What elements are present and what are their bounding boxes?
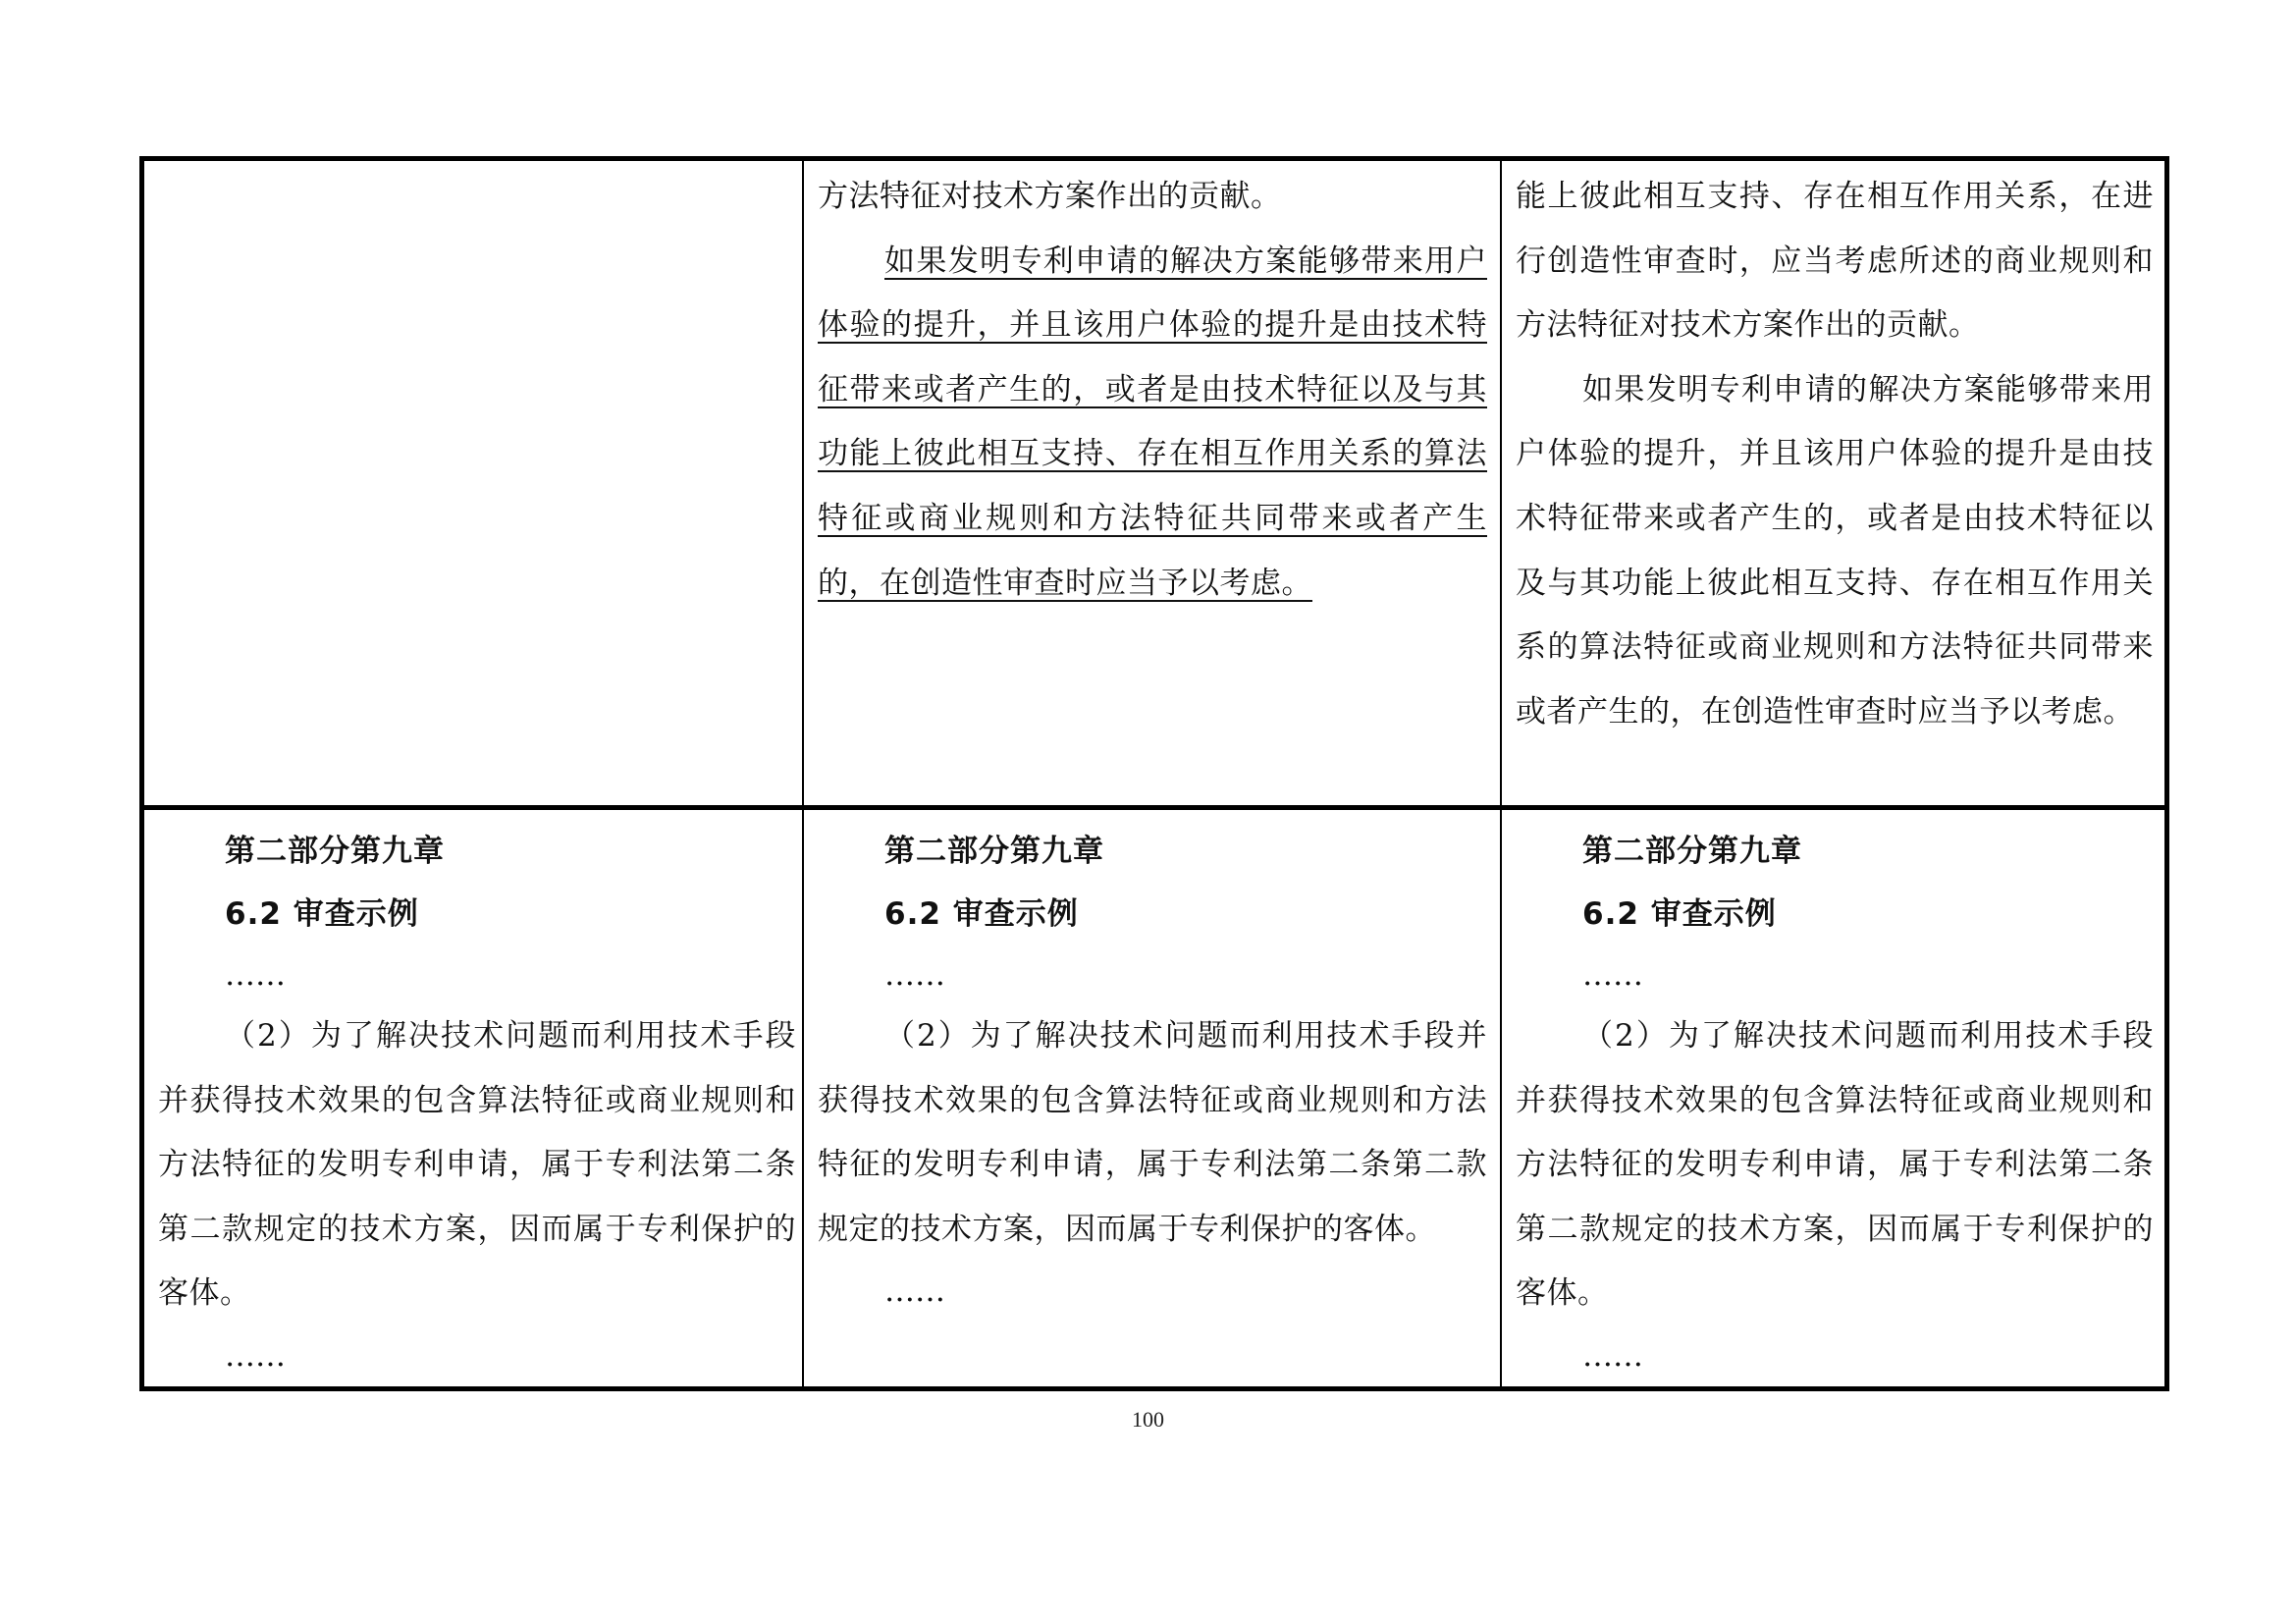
paragraph: 如果发明专利申请的解决方案能够带来用户体验的提升，并且该用户体验的提升是由技术特征带来或者产生的，或者是由技术特征以及与其功能上彼此相互支持、存在相互作用关系的算法特征或商业规则和方法特征共同带来或者产生的，在创造性审查时应当予以考虑。 <box>1516 371 2154 730</box>
section-heading-chapter: 第二部分第九章 <box>1582 834 1802 869</box>
paragraph: （2）为了解决技术问题而利用技术手段并获得技术效果的包含算法特征或商业规则和方法特征的发明专利申请，属于专利法第二条第二款规定的技术方案，因而属于专利保护的客体。 <box>1516 1018 2154 1312</box>
ellipsis: …… <box>1582 1337 1643 1374</box>
table-row-top <box>144 161 2164 810</box>
comparison-table <box>139 156 2169 1391</box>
section-block <box>1516 820 2154 1385</box>
section-heading-subsection: 6.2 审查示例 <box>884 896 1079 932</box>
section-block <box>818 820 1487 1321</box>
underlined-text: 如果发明专利申请的解决方案能够带来用户体验的提升，并且该用户体验的提升是由技术特征带来或者产生的，或者是由技术特征以及与其功能上彼此相互支持、存在相互作用关系的算法特征或商业规则和方法特征共同带来或者产生的，在创造性审查时应当予以考虑。 <box>818 243 1487 601</box>
paragraph: （2）为了解决技术问题而利用技术手段并获得技术效果的包含算法特征或商业规则和方法特征的发明专利申请，属于专利法第二条第二款规定的技术方案，因而属于专利保护的客体。 <box>158 1018 796 1312</box>
text-line: 能上彼此相互支持、存在相互作用关系，在进行创造性审查时，应当考虑所述的商业规则和方法特征对技术方案作出的贡献。 <box>1516 179 2154 344</box>
section-block <box>158 820 796 1385</box>
ellipsis: …… <box>1582 957 1643 993</box>
cell-bottom-original <box>144 810 804 1386</box>
section-heading-subsection: 6.2 审查示例 <box>225 896 419 932</box>
cell-top-original <box>144 161 804 805</box>
page-number: 100 <box>1132 1407 1164 1432</box>
paragraph: （2）为了解决技术问题而利用技术手段并获得技术效果的包含算法特征或商业规则和方法特征的发明专利申请，属于专利法第二条第二款规定的技术方案，因而属于专利保护的客体。 <box>818 1018 1487 1247</box>
section-heading-chapter: 第二部分第九章 <box>225 834 445 869</box>
section-heading-subsection: 6.2 审查示例 <box>1582 896 1777 932</box>
text-top-draft <box>818 165 1487 616</box>
text-line: 方法特征对技术方案作出的贡献。 <box>818 179 1282 214</box>
cell-top-draft <box>804 161 1502 805</box>
ellipsis: …… <box>225 1337 286 1374</box>
ellipsis: …… <box>225 957 286 993</box>
cell-bottom-final <box>1502 810 2164 1386</box>
ellipsis: …… <box>884 957 945 993</box>
cell-bottom-draft <box>804 810 1502 1386</box>
text-top-final <box>1516 165 2154 744</box>
section-heading-chapter: 第二部分第九章 <box>884 834 1104 869</box>
table-row-bottom <box>144 810 2164 1386</box>
ellipsis: …… <box>884 1273 945 1310</box>
cell-top-final <box>1502 161 2164 805</box>
underlined-paragraph <box>818 230 1487 617</box>
